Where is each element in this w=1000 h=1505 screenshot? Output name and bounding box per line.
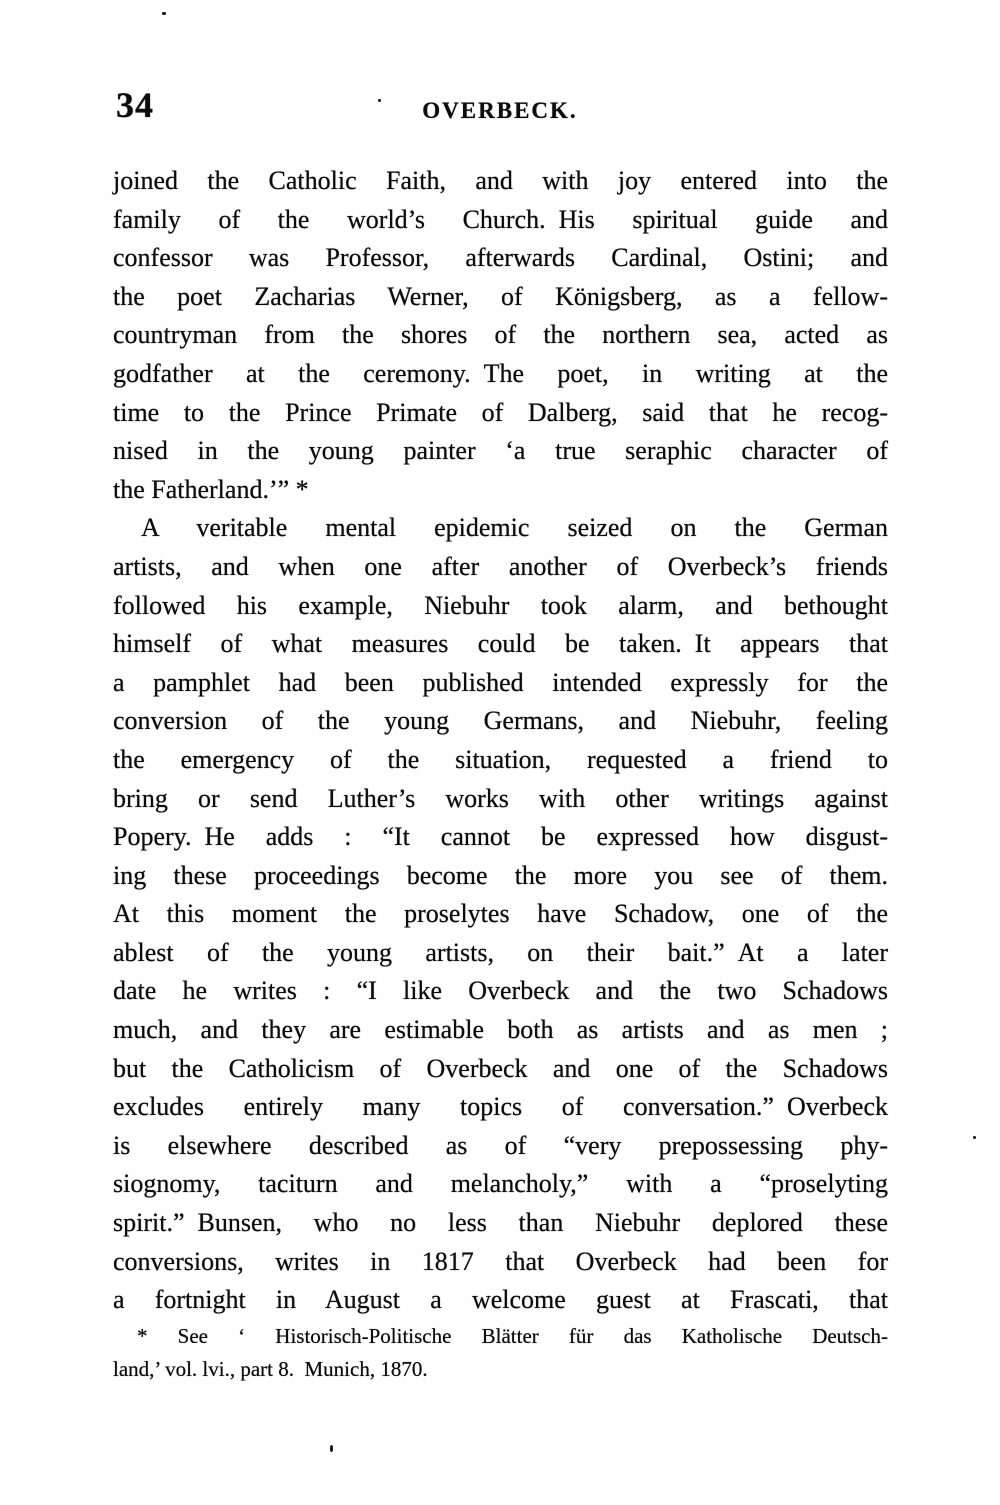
text-line: spirit.” Bunsen, who no less than Niebuhr deplored these [113, 1208, 888, 1238]
text-line: bring or send Luther’s works with other writings against [113, 783, 888, 813]
text-line: family of the world’s Church. His spiritual guide and [113, 204, 888, 234]
text-line: himself of what measures could be taken. It appears that [113, 629, 888, 659]
scan-speck [973, 1136, 976, 1139]
running-header: OVERBECK. [422, 98, 578, 123]
text-line: godfather at the ceremony. The poet, in writing at the [113, 358, 888, 388]
text-line: time to the Prince Primate of Dalberg, said that he recog- [113, 397, 888, 427]
text-line: siognomy, taciturn and melancholy,” with a “proselyting [113, 1169, 888, 1199]
scan-speck [162, 12, 166, 15]
text-line: conversions, writes in 1817 that Overbeck had been for [113, 1246, 888, 1276]
text-line: nised in the young painter ‘a true seraphic character of [113, 436, 888, 466]
text-line: followed his example, Niebuhr took alarm, and bethought [113, 590, 888, 620]
text-line: joined the Catholic Faith, and with joy entered into the [113, 166, 888, 195]
text-line: ing these proceedings become the more you see of them. [113, 860, 888, 890]
text-line: the poet Zacharias Werner, of Königsberg, as a fellow- [113, 281, 888, 311]
text-line: excludes entirely many topics of conversation.” Overbeck [113, 1092, 888, 1122]
text-line: countryman from the shores of the northern sea, acted as [113, 320, 888, 350]
text-line: a fortnight in August a welcome guest at Frascati, that [113, 1285, 888, 1315]
text-line: but the Catholicism of Overbeck and one of the Schadows [113, 1053, 888, 1083]
text-line: is elsewhere described as of “very prepossessing phy- [113, 1130, 888, 1160]
text-line: A veritable mental epidemic seized on the German [141, 513, 888, 543]
scan-speck [330, 1445, 333, 1452]
text-line: artists, and when one after another of Overbeck’s friends [113, 551, 888, 581]
text-line: ablest of the young artists, on their bait.” At a later [113, 937, 888, 967]
text-line: much, and they are estimable both as artists and as men ; [113, 1015, 888, 1045]
text-line: At this moment the proselytes have Schadow, one of the [113, 899, 888, 929]
text-line: confessor was Professor, afterwards Cardinal, Ostini; and [113, 243, 888, 273]
text-line: the emergency of the situation, requested a friend to [113, 744, 888, 774]
scan-speck [378, 99, 381, 102]
footnote-line: land,’ vol. lvi., part 8. Munich, 1870. [113, 1357, 428, 1381]
body-text [113, 162, 888, 1320]
text-line: conversion of the young Germans, and Niebuhr, feeling [113, 706, 888, 736]
text-line: a pamphlet had been published intended expressly for the [113, 667, 888, 697]
page-number: 34 [116, 85, 154, 125]
footnote [113, 1320, 888, 1386]
text-line: date he writes : “I like Overbeck and the two Schadows [113, 976, 888, 1006]
text-line: the Fatherland.’” * [113, 474, 309, 504]
text-line: Popery. He adds : “It cannot be expressed how disgust- [113, 822, 888, 852]
footnote-line: * See ‘ Historisch-Politische Blätter für das Katholische Deutsch- [137, 1324, 888, 1348]
